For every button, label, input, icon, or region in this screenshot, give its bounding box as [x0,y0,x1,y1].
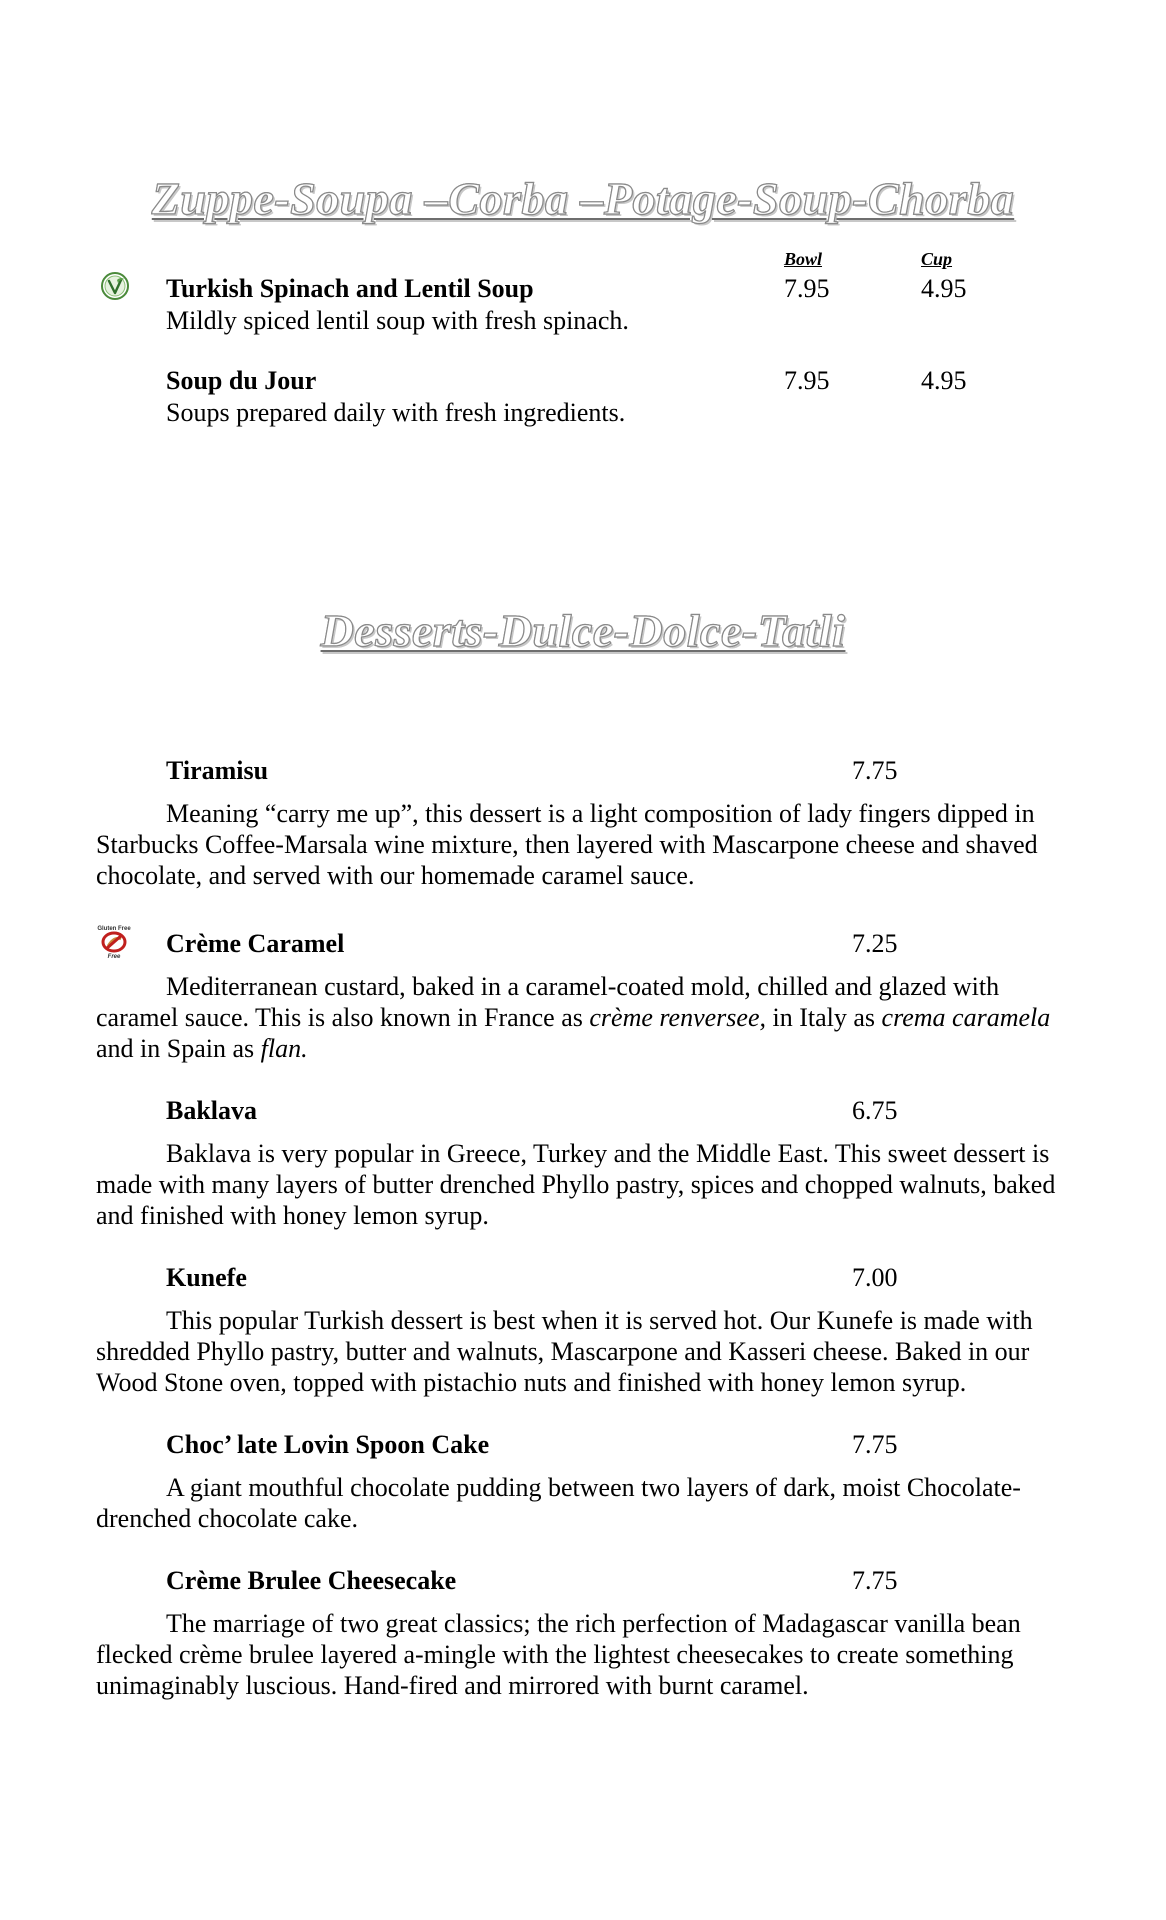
dessert-price: 7.75 [852,1430,898,1459]
dessert-description: The marriage of two great classics; the rich perfection of Madagascar vanilla bean flecked crème brulee layered a-mingle with the lightest cheesecakes to create something unimaginably luscious. Hand-fired and mirrored with burnt caramel. [96,1609,1021,1700]
dessert-price: 7.75 [852,756,898,785]
dessert-item-name: Choc’ late Lovin Spoon Cake [166,1430,490,1459]
cup-column-header: Cup [921,249,953,269]
soup-cup-price: 4.95 [921,274,967,303]
dessert-description: Baklava is very popular in Greece, Turkey and the Middle East. This sweet dessert is made with many layers of butter drenched Phyllo pastry, spices and chopped walnuts, baked and finished with honey lemon syrup. [96,1139,1056,1230]
soup-item-description: Soups prepared daily with fresh ingredients. [166,398,626,427]
dessert-description: A giant mouthful chocolate pudding between two layers of dark, moist Chocolate-drenched chocolate cake. [96,1473,1021,1533]
soup-item-name: Turkish Spinach and Lentil Soup [166,274,534,303]
dessert-description: This popular Turkish dessert is best when it is served hot. Our Kunefe is made with shredded Phyllo pastry, butter and walnuts, Mascarpone and Kasseri cheese. Baked in our Wood Stone oven, topped with pistachio nuts and finished with honey lemon syrup. [96,1306,1033,1397]
dessert-description: Meaning “carry me up”, this dessert is a light composition of lady fingers dipped in Starbucks Coffee-Marsala wine mixture, then layered with Mascarpone cheese and shaved chocolate, and served with our homemade caramel sauce. [96,799,1038,890]
description-text: in Italy as [766,1003,882,1032]
description-italic: crema caramela [881,1003,1051,1032]
soup-item-description: Mildly spiced lentil soup with fresh spinach. [166,306,629,335]
soup-item-name: Soup du Jour [166,366,317,395]
soup-cup-price: 4.95 [921,366,967,395]
description-text: and in Spain as [96,1034,261,1063]
svg-text:Free: Free [107,954,121,960]
bowl-column-header: Bowl [784,249,823,269]
description-text: Mediterranean custard, baked in a caramel-coated mold, chilled and glazed with caramel sauce. This is also known in France as [96,972,1000,1032]
dessert-item-name: Crème Caramel [166,929,345,958]
dessert-price: 7.00 [852,1263,898,1292]
dessert-item-name: Crème Brulee Cheesecake [166,1566,457,1595]
soup-bowl-price: 7.95 [784,366,830,395]
dessert-description [96,971,1076,1064]
soup-section-title: Zuppe-Soupa –Corba –Potage-Soup-Chorba [151,173,1015,224]
dessert-item-name: Kunefe [166,1263,247,1292]
dessert-price: 6.75 [852,1096,898,1125]
gluten-free-icon-text: Gluten Free [97,926,131,932]
description-italic: crème renversee, [589,1003,766,1032]
gluten-free-icon [97,924,131,960]
dessert-price: 7.75 [852,1566,898,1595]
vegetarian-icon [100,271,130,301]
dessert-item-name: Baklava [166,1096,258,1125]
soup-bowl-price: 7.95 [784,274,830,303]
dessert-section-title: Desserts-Dulce-Dolce-Tatli [320,605,846,656]
description-italic: flan. [260,1034,308,1063]
dessert-price: 7.25 [852,929,898,958]
dessert-item-name: Tiramisu [166,756,269,785]
